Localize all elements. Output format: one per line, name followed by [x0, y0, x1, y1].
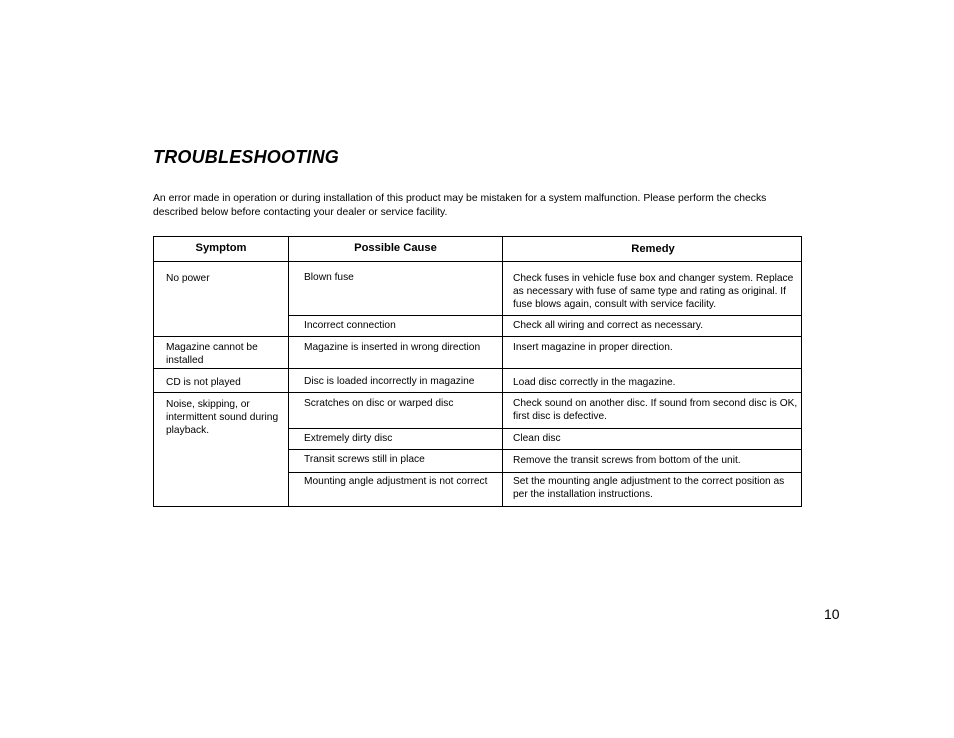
troubleshooting-table [153, 236, 802, 507]
cause-cell: Blown fuse [304, 272, 354, 283]
remedy-cell: Check fuses in vehicle fuse box and changer system. Replace as necessary with fuse of same type and rating as original. If fuse blows again, consult with service facility. [513, 273, 794, 310]
cause-cell: Transit screws still in place [304, 454, 425, 465]
column-divider [502, 237, 503, 507]
remedy-cell: Remove the transit screws from bottom of the unit. [513, 455, 741, 466]
header-divider [154, 261, 801, 262]
header-possible-cause: Possible Cause [354, 242, 437, 254]
intro-paragraph: An error made in operation or during installation of this product may be mistaken for a system malfunction. Please perform the checks described below before contacting your dealer or service facility. [153, 193, 767, 218]
row-divider [154, 336, 801, 337]
row-divider [288, 472, 801, 473]
symptom-cell: No power [166, 273, 210, 284]
cause-cell: Extremely dirty disc [304, 433, 393, 444]
remedy-cell: Check all wiring and correct as necessary. [513, 320, 704, 331]
cause-cell: Magazine is inserted in wrong direction [304, 342, 481, 353]
row-divider [288, 449, 801, 450]
remedy-cell: Load disc correctly in the magazine. [513, 377, 676, 388]
remedy-cell: Set the mounting angle adjustment to the correct position as per the installation instructions. [513, 476, 785, 500]
page-number: 10 [824, 606, 840, 622]
row-divider [288, 315, 801, 316]
row-divider [154, 392, 801, 393]
cause-cell: Scratches on disc or warped disc [304, 398, 454, 409]
symptom-cell: CD is not played [166, 377, 241, 388]
header-symptom: Symptom [195, 242, 247, 254]
remedy-cell: Clean disc [513, 433, 561, 444]
cause-cell: Incorrect connection [304, 320, 396, 331]
symptom-cell: Noise, skipping, or intermittent sound during playback. [166, 399, 279, 436]
header-remedy: Remedy [631, 243, 675, 255]
column-divider [288, 237, 289, 507]
row-divider [154, 368, 801, 369]
remedy-cell: Check sound on another disc. If sound from second disc is OK, first disc is defective. [513, 398, 798, 422]
row-divider [288, 428, 801, 429]
cause-cell: Mounting angle adjustment is not correct [304, 476, 488, 487]
symptom-cell: Magazine cannot be installed [166, 342, 258, 366]
cause-cell: Disc is loaded incorrectly in magazine [304, 376, 475, 387]
page-title: TROUBLESHOOTING [153, 147, 339, 167]
remedy-cell: Insert magazine in proper direction. [513, 342, 673, 353]
